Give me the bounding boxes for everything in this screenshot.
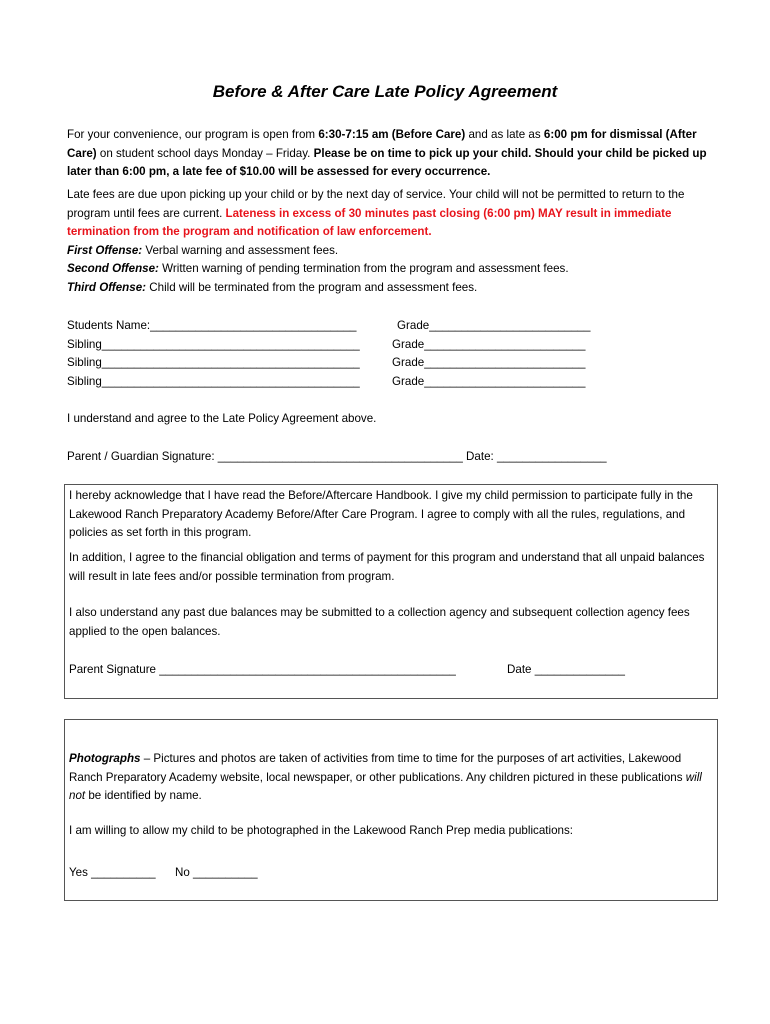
photographs-emphasis: will not <box>69 770 702 803</box>
photo-consent-yes-field[interactable]: Yes __________ <box>69 866 156 879</box>
termination-warning: Lateness in excess of 30 minutes past closing (6:00 pm) MAY result in immediate termination from the program and notification of law enforcement. <box>67 206 672 239</box>
acknowledgement-box <box>64 484 718 699</box>
student-name-field[interactable]: Students Name:________________________________ <box>67 319 357 332</box>
sibling-2-grade-field[interactable]: Grade_________________________ <box>392 356 586 369</box>
photo-release-box <box>64 719 718 901</box>
second-offense-label: Second Offense: <box>67 262 159 276</box>
intro-text-1: For your convenience, our program is open from <box>67 128 319 141</box>
intro-paragraph <box>67 126 717 182</box>
intro-text-3: on student school days Monday – Friday. <box>96 146 314 160</box>
agreement-statement: I understand and agree to the Late Policy Agreement above. <box>67 412 377 425</box>
first-offense-label: First Offense: <box>67 243 143 257</box>
intro-text-2: and as late as <box>465 128 544 141</box>
parent-signature-date-field[interactable]: Date ______________ <box>507 663 625 676</box>
first-offense-text: Verbal warning and assessment fees. <box>142 243 339 257</box>
acknowledgement-paragraph-1: I hereby acknowledge that I have read the Before/Aftercare Handbook. I give my child permission to participate fully in the Lakewood Ranch Preparatory Academy Before/After Care Program. I agree to comply with all the rules, regulations, and policies as set forth in this program. <box>69 489 693 540</box>
photo-consent-no-field[interactable]: No __________ <box>175 866 258 879</box>
third-offense-label: Third Offense: <box>67 280 147 294</box>
late-fee-paragraph <box>67 186 717 298</box>
sibling-2-name-field[interactable]: Sibling________________________________________ <box>67 356 360 369</box>
intro-before-care-hours: 6:30-7:15 am (Before Care) <box>318 128 466 141</box>
acknowledgement-paragraph-2: In addition, I agree to the financial obligation and terms of payment for this program and understand that all unpaid balances will result in late fees and/or possible termination from program. <box>69 551 705 583</box>
sibling-3-name-field[interactable]: Sibling________________________________________ <box>67 375 360 388</box>
acknowledgement-paragraph-3: I also understand any past due balances may be submitted to a collection agency and subsequent collection agency fees applied to the open balances. <box>69 606 690 638</box>
sibling-1-grade-field[interactable]: Grade_________________________ <box>392 338 586 351</box>
sibling-1-name-field[interactable]: Sibling________________________________________ <box>67 338 360 351</box>
guardian-signature-field[interactable]: Parent / Guardian Signature: ______________________________________ Date: _________________ <box>67 450 607 463</box>
late-fee-text: Late fees are due upon picking up your child or by the next day of service. Your child will not be permitted to return to the program until fees are current. <box>67 188 685 220</box>
photo-consent-statement: I am willing to allow my child to be photographed in the Lakewood Ranch Prep media publications: <box>69 824 573 837</box>
photographs-label: Photographs <box>69 752 141 765</box>
student-grade-field[interactable]: Grade_________________________ <box>397 319 591 332</box>
third-offense-text: Child will be terminated from the program and assessment fees. <box>146 280 478 294</box>
photographs-paragraph <box>69 750 713 806</box>
intro-after-care-hours: 6:00 pm for dismissal (After Care) <box>67 128 697 160</box>
intro-pickup-warning: Please be on time to pick up your child. Should your child be picked up later than 6:00 pm, a late fee of $10.00 will be assessed for every occurrence. <box>67 146 707 179</box>
sibling-3-grade-field[interactable]: Grade_________________________ <box>392 375 586 388</box>
second-offense-text: Written warning of pending termination from the program and assessment fees. <box>158 262 569 276</box>
page-title: Before & After Care Late Policy Agreement <box>212 82 558 101</box>
photographs-text-1: – Pictures and photos are taken of activities from time to time for the purposes of art activities, Lakewood Ranch Preparatory Academy website, local newspaper, or other publications. Any children pictured in these publications <box>69 752 686 784</box>
parent-signature-field[interactable]: Parent Signature ______________________________________________ <box>69 663 456 676</box>
photographs-text-2: be identified by name. <box>85 789 202 803</box>
